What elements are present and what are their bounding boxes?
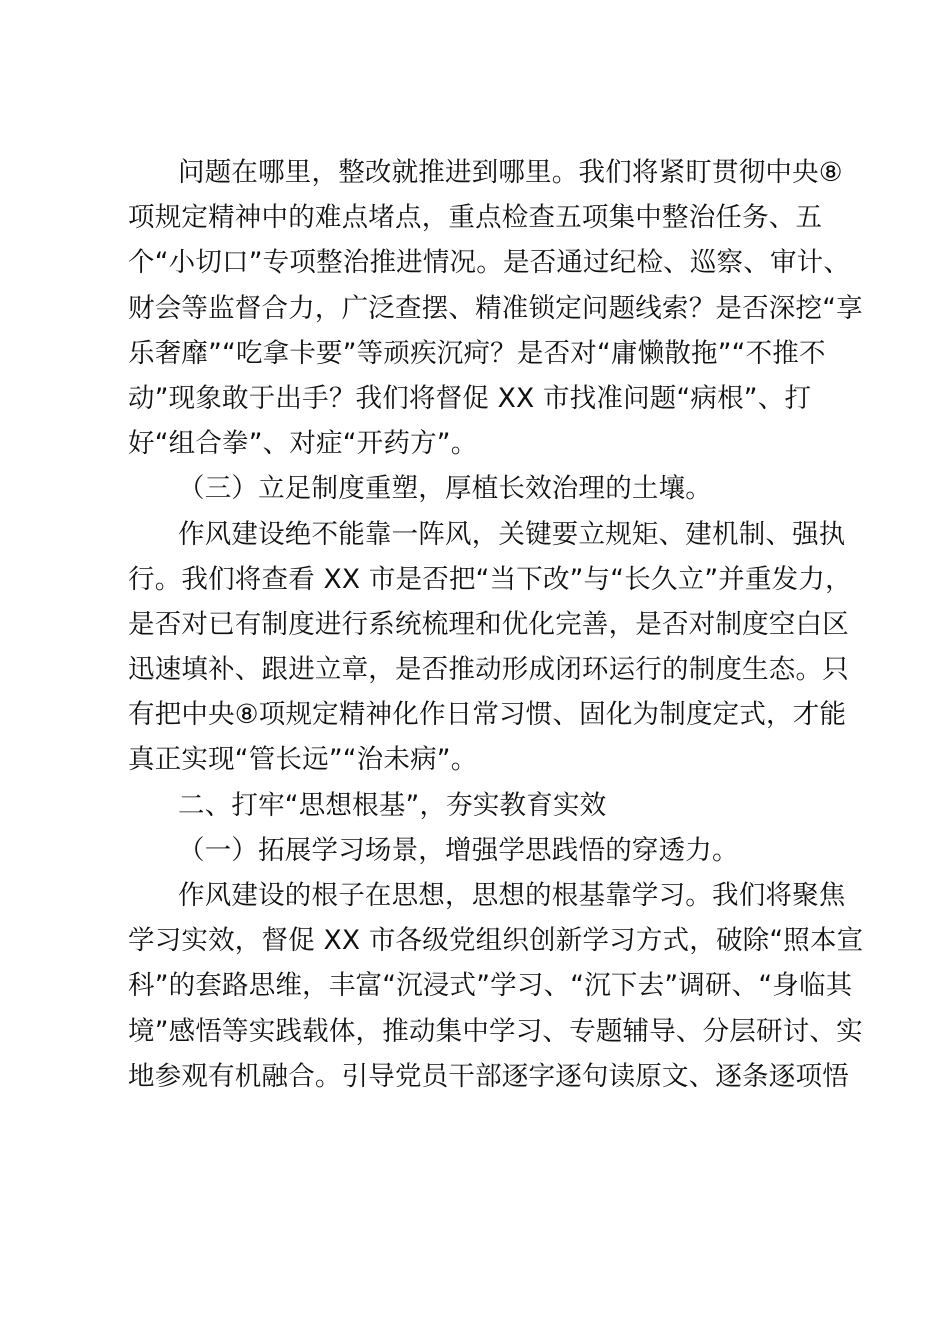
body-text [128, 150, 864, 1099]
paragraph-line: 个“小切口”专项整治推进情况。是否通过纪检、巡察、审计、 [128, 247, 851, 279]
paragraph-line: 乐奢靡”“吃拿卡要”等顽疾沉疴？是否对“庸懒散拖”“不推不 [128, 337, 826, 369]
paragraph-line: 财会等监督合力，广泛查摆、精准锁定问题线索？是否深挖“享 [128, 292, 863, 324]
paragraph-line: 行。我们将查看 XX 市是否把“当下改”与“长久立”并重发力， [128, 563, 852, 595]
section-heading: （三）立足制度重塑，厚植长效治理的土壤。 [178, 473, 712, 505]
paragraph-line: 境”感悟等实践载体，推动集中学习、专题辅导、分层研讨、实 [128, 1015, 863, 1047]
paragraph-line: 学习实效，督促 XX 市各级党组织创新学习方式，破除“照本宣 [128, 925, 864, 957]
paragraph-line: 作风建设绝不能靠一阵风，关键要立规矩、建机制、强执 [178, 518, 846, 550]
paragraph-line: 作风建设的根子在思想，思想的根基靠学习。我们将聚焦 [178, 880, 846, 911]
paragraph-line: 动”现象敢于出手？我们将督促 XX 市找准问题“病根”、打 [128, 382, 812, 414]
chapter-heading: 二、打牢“思想根基”，夯实教育实效 [178, 789, 607, 821]
paragraph-line: 是否对已有制度进行系统梳理和优化完善，是否对制度空白区 [128, 608, 849, 640]
section-heading: （一）拓展学习场景，增强学思践悟的穿透力。 [178, 834, 739, 866]
paragraph-line: 真正实现“管长远”“治未病”。 [128, 744, 478, 776]
paragraph-line: 好“组合拳”、对症“开药方”。 [128, 428, 478, 460]
paragraph-line: 地参观有机融合。引导党员干部逐字逐句读原文、逐条逐项悟 [128, 1060, 849, 1092]
paragraph-line: 科”的套路思维，丰富“沉浸式”学习、“沉下去”调研、“身临其 [128, 970, 853, 1002]
paragraph-line: 项规定精神中的难点堵点，重点检查五项集中整治任务、五 [128, 202, 823, 234]
paragraph-line: 迅速填补、跟进立章，是否推动形成闭环运行的制度生态。只 [128, 654, 849, 686]
paragraph-line: 有把中央⑧项规定精神化作日常习惯、固化为制度定式，才能 [128, 699, 847, 731]
paragraph-line: 问题在哪里，整改就推进到哪里。我们将紧盯贯彻中央⑧ [178, 157, 843, 188]
